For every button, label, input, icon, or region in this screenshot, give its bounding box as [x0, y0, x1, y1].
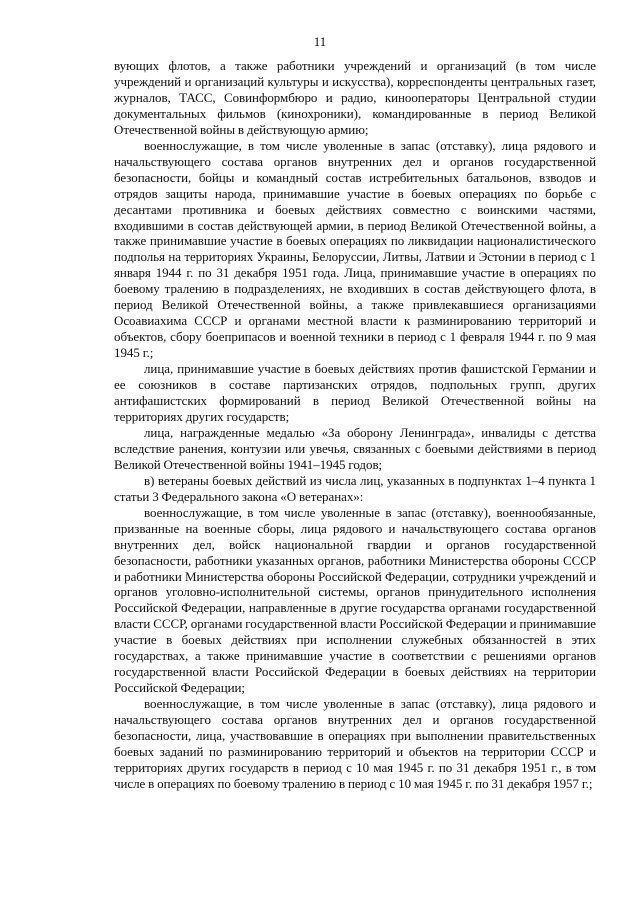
paragraph-partisans: лица, принимавшие участие в боевых действиях против фашистской Германии и ее союзников в составе партизанских отрядов, подпольных групп, других антифашистских формирований в период Великой Отечественной войны на территориях других государств; [114, 361, 596, 424]
page-number: 11 [313, 34, 327, 49]
paragraph-demining: военнослужащие, в том числе уволенные в запас (отставку), лица рядового и начальствующего состава органов внутренних дел и органов государственной безопасности, лица, участвовавшие в операциях при выполнении правительственных боевых заданий по разминированию территорий и объектов на территории СССР и территориях других государств в период с 10 мая 1945 г. по 31 декабря 1951 г., в том числе в операциях по боевому тралению в период с 10 мая 1945 г. по 31 декабря 1957 г.; [114, 696, 596, 791]
paragraph-servicemen-internal-affairs: военнослужащие, в том числе уволенные в запас (отставку), лица рядового и начальствующего состава органов внутренних дел и органов государственной безопасности, бойцы и командный состав истребительных батальонов, взводов и отрядов защиты народа, принимавшие участие в боевых операциях по борьбе с десантами противника и боевых действиях совместно с воинскими частями, входившими в состав действующей армии, в период Великой Отечественной войны, а также принимавшие участие в боевых операциях по ликвидации националистического подполья на территориях Украины, Белоруссии, Литвы, Латвии и Эстонии в период с 1 января 1944 г. по 31 декабря 1951 года. Лица, принимавшие участие в операциях по боевому тралению в подразделениях, не входивших в состав действующего флота, в период Великой Отечественной войны, а также привлекавшиеся организациями Осоавиахима СССР и органами местной власти к разминированию территорий и объектов, сбору боеприпасов и военной техники в период с 1 февраля 1944 г. по 9 мая 1945 г.; [114, 137, 596, 361]
paragraph-leningrad-medal: лица, награжденные медалью «За оборону Ленинграда», инвалиды с детства вследствие ранения, контузии или увечья, связанных с боевыми действиями в период Великой Отечественной войны 1941–1945 годов; [114, 424, 596, 472]
paragraph-combat-veterans-heading: в) ветераны боевых действий из числа лиц, указанных в подпунктах 1–4 пункта 1 статьи 3 Федерального закона «О ветеранах»: [114, 472, 596, 504]
document-body [114, 58, 596, 792]
paragraph-fleet-workers: вующих флотов, а также работники учреждений и организаций (в том числе учреждений и организаций культуры и искусства), корреспонденты центральных газет, журналов, ТАСС, Совинформбюро и радио, кинооператоры Центральной студии документальных фильмов (кинохроники), командированные в период Великой Отечественной войны в действующую армию; [114, 58, 596, 137]
paragraph-servicemen-other-states: военнослужащие, в том числе уволенные в запас (отставку), военнообязанные, призванные на военные сборы, лица рядового и начальствующего состава органов внутренних дел, войск национальной гвардии и органов государственной безопасности, работники указанных органов, работники Министерства обороны СССР и работники Министерства обороны Российской Федерации, сотрудники учреждений и органов уголовно-исполнительной системы, органов принудительного исполнения Российской Федерации, направленные в другие государства органами государственной власти СССР, органами государственной власти Российской Федерации и принимавшие участие в боевых действиях при исполнении служебных обязанностей в этих государствах, а также принимавшие участие в соответствии с решениями органов государственной власти Российской Федерации в боевых действиях на территории Российской Федерации; [114, 504, 596, 696]
